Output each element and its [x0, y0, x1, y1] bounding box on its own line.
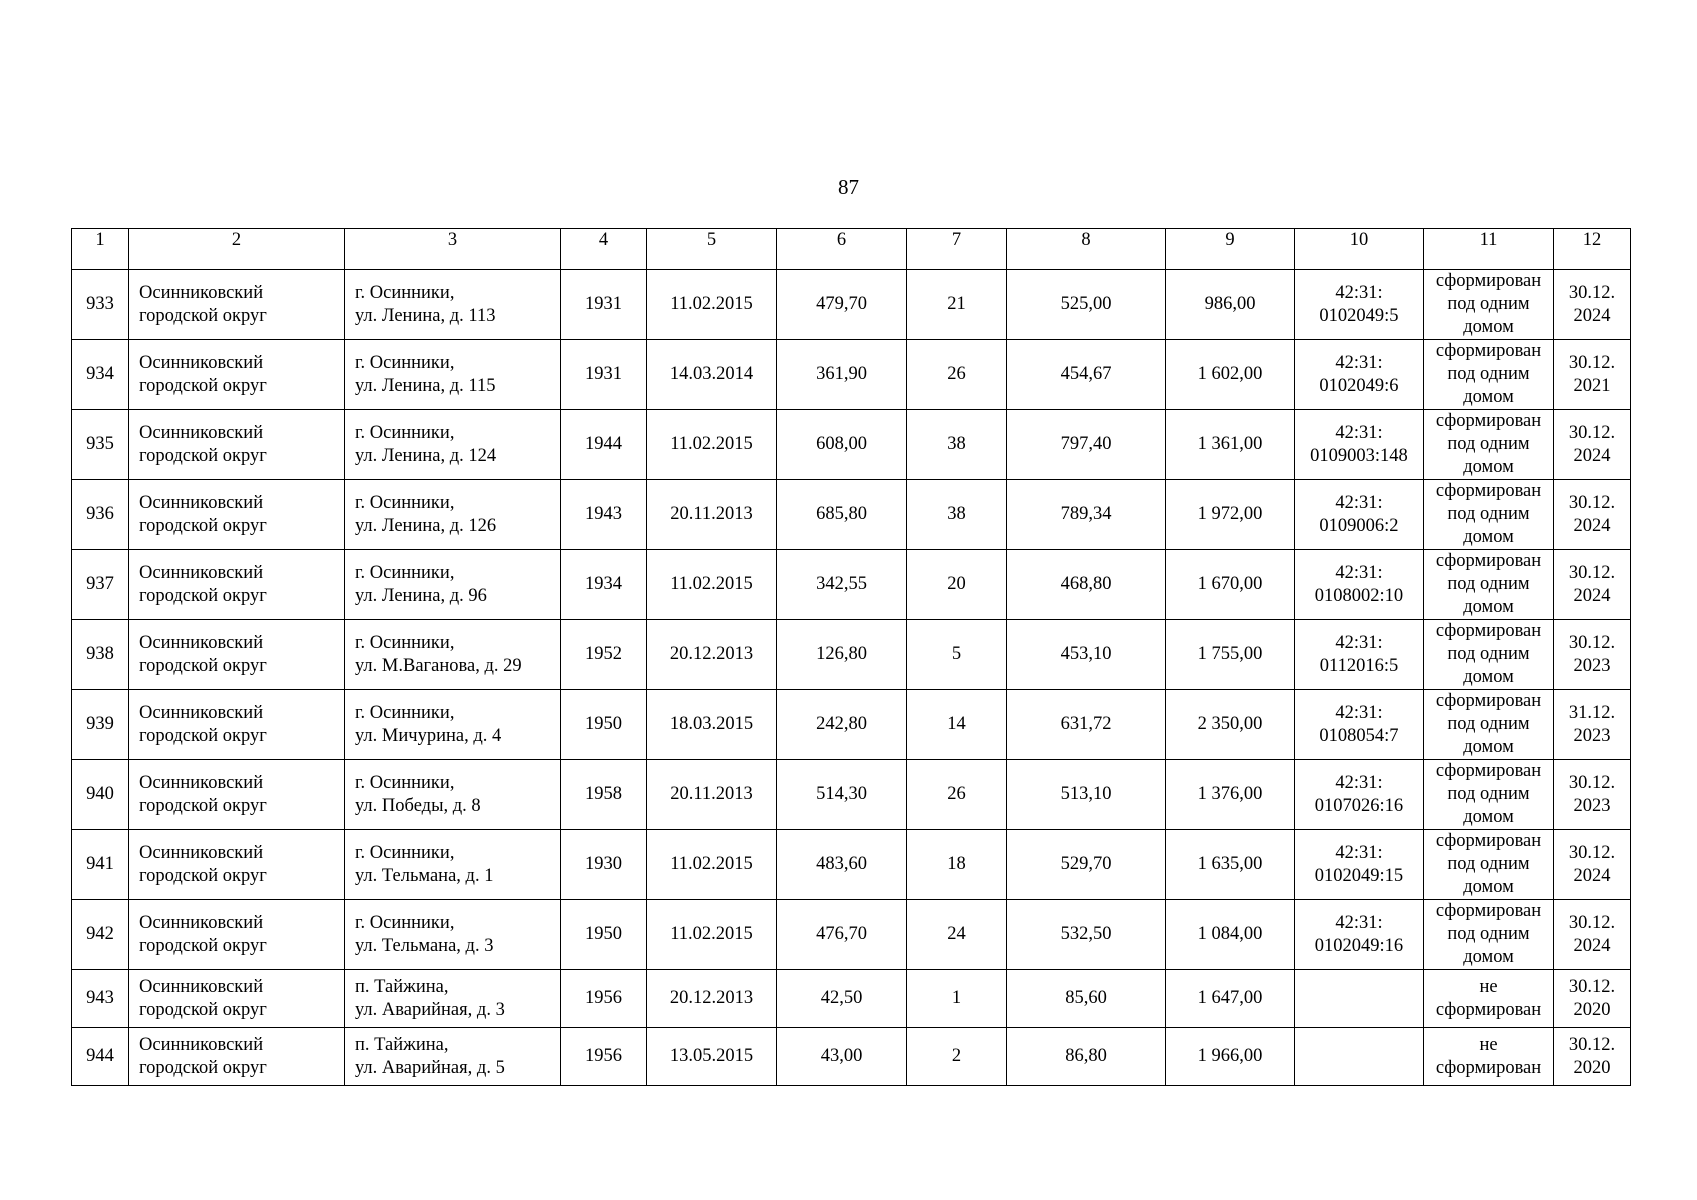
deadline-cell-line: 2024 [1573, 585, 1611, 606]
housing-register-table [71, 228, 1631, 1086]
deadline-cell-line: 30.12. [1568, 422, 1616, 443]
address-cell-line: ул. Ленина, д. 126 [355, 515, 497, 536]
column-9-cell: 1 755,00 [1166, 620, 1295, 690]
district-cell-line: Осинниковский [139, 632, 264, 653]
district-cell [129, 550, 345, 620]
deadline-cell-line: 2023 [1573, 655, 1611, 676]
land-status-cell-line: под одним [1447, 574, 1530, 594]
land-status-cell-line: сформирован [1435, 551, 1542, 571]
deadline-cell-line: 2024 [1573, 865, 1611, 886]
row-number-cell: 944 [72, 1028, 129, 1086]
column-6-cell: 685,80 [777, 480, 907, 550]
column-header-1: 1 [72, 229, 129, 270]
land-status-cell-line: не [1479, 976, 1498, 997]
column-6-cell: 479,70 [777, 270, 907, 340]
land-status-cell-line: под одним [1447, 364, 1530, 384]
deadline-cell [1554, 480, 1631, 550]
district-cell-line: городской округ [139, 1057, 267, 1078]
column-9-cell: 2 350,00 [1166, 690, 1295, 760]
date-cell: 20.11.2013 [647, 480, 777, 550]
district-cell [129, 270, 345, 340]
year-cell: 1956 [561, 1028, 647, 1086]
deadline-cell-line: 30.12. [1568, 562, 1616, 583]
address-cell [345, 830, 561, 900]
address-cell-line: ул. Ленина, д. 113 [355, 305, 496, 326]
address-cell-line: ул. Аварийная, д. 5 [355, 1057, 505, 1078]
land-status-cell [1424, 550, 1554, 620]
column-9-cell: 1 966,00 [1166, 1028, 1295, 1086]
cadastral-number-cell [1295, 900, 1424, 970]
deadline-cell-line: 30.12. [1568, 352, 1616, 373]
table-row [72, 270, 1631, 340]
district-cell-line: городской округ [139, 585, 267, 606]
column-6-cell: 43,00 [777, 1028, 907, 1086]
district-cell [129, 690, 345, 760]
column-9-cell: 1 670,00 [1166, 550, 1295, 620]
address-cell-line: ул. Победы, д. 8 [355, 795, 481, 816]
column-6-cell: 361,90 [777, 340, 907, 410]
district-cell-line: городской округ [139, 795, 267, 816]
land-status-cell-line: не [1479, 1034, 1498, 1055]
land-status-cell [1424, 410, 1554, 480]
land-status-cell [1424, 340, 1554, 410]
land-status-cell-line: домом [1463, 877, 1514, 897]
address-cell-line: ул. Мичурина, д. 4 [355, 725, 502, 746]
district-cell-line: городской округ [139, 999, 267, 1020]
district-cell [129, 830, 345, 900]
district-cell [129, 1028, 345, 1086]
land-status-cell-line: сформирован [1435, 481, 1542, 501]
address-cell-line: г. Осинники, [355, 422, 455, 443]
cadastral-number-cell [1295, 620, 1424, 690]
date-cell: 18.03.2015 [647, 690, 777, 760]
column-7-cell: 38 [907, 480, 1007, 550]
date-cell: 20.11.2013 [647, 760, 777, 830]
address-cell-line: г. Осинники, [355, 702, 455, 723]
deadline-cell [1554, 690, 1631, 760]
cadastral-number-cell-line: 0108002:10 [1314, 585, 1404, 606]
district-cell-line: Осинниковский [139, 912, 264, 933]
column-9-cell: 1 376,00 [1166, 760, 1295, 830]
column-header-9: 9 [1166, 229, 1295, 270]
cadastral-number-cell-line: 0102049:15 [1314, 865, 1404, 886]
land-status-cell-line: под одним [1447, 644, 1530, 664]
table-row [72, 410, 1631, 480]
address-cell-line: ул. Тельмана, д. 3 [355, 935, 494, 956]
address-cell [345, 480, 561, 550]
address-cell-line: г. Осинники, [355, 492, 455, 513]
cadastral-number-cell-line: 0109003:148 [1310, 445, 1408, 466]
land-status-cell-line: сформирован [1435, 901, 1542, 921]
row-number-cell: 936 [72, 480, 129, 550]
column-6-cell: 476,70 [777, 900, 907, 970]
land-status-cell [1424, 970, 1554, 1028]
address-cell [345, 620, 561, 690]
land-status-cell [1424, 760, 1554, 830]
column-8-cell: 513,10 [1007, 760, 1166, 830]
district-cell [129, 410, 345, 480]
district-cell-line: Осинниковский [139, 282, 264, 303]
year-cell: 1931 [561, 270, 647, 340]
date-cell: 11.02.2015 [647, 550, 777, 620]
land-status-cell-line: сформирован [1435, 341, 1542, 361]
address-cell [345, 340, 561, 410]
land-status-cell-line: сформирован [1435, 621, 1542, 641]
land-status-cell-line: под одним [1447, 784, 1530, 804]
cadastral-number-cell-line: 0102049:16 [1314, 935, 1404, 956]
deadline-cell [1554, 270, 1631, 340]
address-cell [345, 970, 561, 1028]
land-status-cell-line: домом [1463, 667, 1514, 687]
column-7-cell: 26 [907, 760, 1007, 830]
row-number-cell: 941 [72, 830, 129, 900]
deadline-cell [1554, 620, 1631, 690]
cadastral-number-cell-line: 42:31: [1335, 492, 1383, 513]
date-cell: 20.12.2013 [647, 970, 777, 1028]
table-row [72, 480, 1631, 550]
row-number-cell: 937 [72, 550, 129, 620]
cadastral-number-cell [1295, 690, 1424, 760]
deadline-cell-line: 2024 [1573, 445, 1611, 466]
deadline-cell [1554, 550, 1631, 620]
land-status-cell-line: под одним [1447, 854, 1530, 874]
column-header-7: 7 [907, 229, 1007, 270]
row-number-cell: 943 [72, 970, 129, 1028]
address-cell-line: ул. М.Ваганова, д. 29 [355, 655, 522, 676]
deadline-cell-line: 2023 [1573, 725, 1611, 746]
column-header-12: 12 [1554, 229, 1631, 270]
district-cell-line: Осинниковский [139, 702, 264, 723]
address-cell-line: г. Осинники, [355, 352, 455, 373]
column-7-cell: 5 [907, 620, 1007, 690]
cadastral-number-cell-line: 42:31: [1335, 422, 1383, 443]
year-cell: 1950 [561, 900, 647, 970]
column-8-cell: 454,67 [1007, 340, 1166, 410]
address-cell-line: ул. Ленина, д. 96 [355, 585, 487, 606]
deadline-cell-line: 31.12. [1568, 702, 1616, 723]
column-header-2: 2 [129, 229, 345, 270]
district-cell [129, 480, 345, 550]
header-row [72, 229, 1631, 270]
deadline-cell-line: 30.12. [1568, 282, 1616, 303]
year-cell: 1956 [561, 970, 647, 1028]
column-9-cell: 986,00 [1166, 270, 1295, 340]
cadastral-number-cell-line: 0112016:5 [1319, 655, 1399, 676]
column-8-cell: 532,50 [1007, 900, 1166, 970]
column-9-cell: 1 647,00 [1166, 970, 1295, 1028]
district-cell-line: Осинниковский [139, 492, 264, 513]
deadline-cell-line: 2024 [1573, 305, 1611, 326]
column-6-cell: 342,55 [777, 550, 907, 620]
cadastral-number-cell-line: 42:31: [1335, 282, 1383, 303]
table-row [72, 620, 1631, 690]
column-7-cell: 1 [907, 970, 1007, 1028]
deadline-cell-line: 30.12. [1568, 912, 1616, 933]
address-cell-line: г. Осинники, [355, 562, 455, 583]
land-status-cell [1424, 830, 1554, 900]
district-cell-line: Осинниковский [139, 976, 264, 997]
table-row [72, 550, 1631, 620]
address-cell-line: г. Осинники, [355, 282, 455, 303]
cadastral-number-cell [1295, 760, 1424, 830]
cadastral-number-cell [1295, 550, 1424, 620]
land-status-cell-line: домом [1463, 527, 1514, 547]
cadastral-number-cell-line: 42:31: [1335, 772, 1383, 793]
district-cell-line: Осинниковский [139, 352, 264, 373]
column-8-cell: 86,80 [1007, 1028, 1166, 1086]
cadastral-number-cell-line: 0108054:7 [1319, 725, 1399, 746]
deadline-cell-line: 2024 [1573, 515, 1611, 536]
district-cell-line: городской округ [139, 655, 267, 676]
column-8-cell: 529,70 [1007, 830, 1166, 900]
row-number-cell: 935 [72, 410, 129, 480]
column-header-11: 11 [1424, 229, 1554, 270]
column-header-3: 3 [345, 229, 561, 270]
land-status-cell-line: домом [1463, 317, 1514, 337]
column-8-cell: 789,34 [1007, 480, 1166, 550]
district-cell-line: городской округ [139, 375, 267, 396]
deadline-cell-line: 30.12. [1568, 632, 1616, 653]
column-6-cell: 42,50 [777, 970, 907, 1028]
column-header-8: 8 [1007, 229, 1166, 270]
year-cell: 1952 [561, 620, 647, 690]
column-8-cell: 453,10 [1007, 620, 1166, 690]
district-cell [129, 340, 345, 410]
date-cell: 11.02.2015 [647, 830, 777, 900]
column-7-cell: 38 [907, 410, 1007, 480]
address-cell-line: г. Осинники, [355, 912, 455, 933]
row-number-cell: 939 [72, 690, 129, 760]
land-status-cell-line: под одним [1447, 504, 1530, 524]
address-cell [345, 1028, 561, 1086]
column-9-cell: 1 635,00 [1166, 830, 1295, 900]
district-cell-line: городской округ [139, 305, 267, 326]
table-row [72, 690, 1631, 760]
column-8-cell: 85,60 [1007, 970, 1166, 1028]
table-row [72, 970, 1631, 1028]
land-status-cell-line: сформирован [1435, 271, 1542, 291]
land-status-cell [1424, 480, 1554, 550]
column-header-5: 5 [647, 229, 777, 270]
district-cell-line: городской округ [139, 865, 267, 886]
district-cell [129, 760, 345, 830]
land-status-cell-line: домом [1463, 457, 1514, 477]
address-cell-line: ул. Тельмана, д. 1 [355, 865, 494, 886]
column-9-cell: 1 084,00 [1166, 900, 1295, 970]
district-cell-line: Осинниковский [139, 772, 264, 793]
column-6-cell: 126,80 [777, 620, 907, 690]
year-cell: 1943 [561, 480, 647, 550]
year-cell: 1934 [561, 550, 647, 620]
date-cell: 13.05.2015 [647, 1028, 777, 1086]
land-status-cell-line: домом [1463, 807, 1514, 827]
cadastral-number-cell [1295, 1028, 1424, 1086]
column-6-cell: 242,80 [777, 690, 907, 760]
land-status-cell-line: домом [1463, 737, 1514, 757]
deadline-cell-line: 30.12. [1568, 1034, 1616, 1055]
deadline-cell [1554, 760, 1631, 830]
deadline-cell-line: 2023 [1573, 795, 1611, 816]
cadastral-number-cell [1295, 970, 1424, 1028]
column-8-cell: 797,40 [1007, 410, 1166, 480]
year-cell: 1958 [561, 760, 647, 830]
district-cell [129, 620, 345, 690]
address-cell-line: г. Осинники, [355, 772, 455, 793]
table-body [72, 270, 1631, 1086]
deadline-cell-line: 30.12. [1568, 772, 1616, 793]
table-row [72, 1028, 1631, 1086]
land-status-cell [1424, 690, 1554, 760]
district-cell-line: Осинниковский [139, 422, 264, 443]
land-status-cell-line: под одним [1447, 924, 1530, 944]
column-7-cell: 18 [907, 830, 1007, 900]
district-cell-line: Осинниковский [139, 562, 264, 583]
deadline-cell-line: 30.12. [1568, 842, 1616, 863]
land-status-cell-line: сформирован [1435, 691, 1542, 711]
cadastral-number-cell [1295, 830, 1424, 900]
district-cell-line: городской округ [139, 515, 267, 536]
deadline-cell [1554, 830, 1631, 900]
land-status-cell-line: домом [1463, 597, 1514, 617]
date-cell: 14.03.2014 [647, 340, 777, 410]
year-cell: 1930 [561, 830, 647, 900]
column-7-cell: 2 [907, 1028, 1007, 1086]
land-status-cell [1424, 900, 1554, 970]
district-cell-line: Осинниковский [139, 842, 264, 863]
row-number-cell: 934 [72, 340, 129, 410]
column-header-4: 4 [561, 229, 647, 270]
column-6-cell: 514,30 [777, 760, 907, 830]
cadastral-number-cell [1295, 340, 1424, 410]
address-cell [345, 900, 561, 970]
date-cell: 20.12.2013 [647, 620, 777, 690]
cadastral-number-cell [1295, 410, 1424, 480]
cadastral-number-cell-line: 42:31: [1335, 562, 1383, 583]
column-9-cell: 1 602,00 [1166, 340, 1295, 410]
cadastral-number-cell [1295, 480, 1424, 550]
deadline-cell-line: 30.12. [1568, 976, 1616, 997]
cadastral-number-cell [1295, 270, 1424, 340]
column-7-cell: 21 [907, 270, 1007, 340]
column-6-cell: 483,60 [777, 830, 907, 900]
column-8-cell: 525,00 [1007, 270, 1166, 340]
column-8-cell: 468,80 [1007, 550, 1166, 620]
district-cell-line: городской округ [139, 725, 267, 746]
year-cell: 1950 [561, 690, 647, 760]
address-cell-line: г. Осинники, [355, 842, 455, 863]
column-6-cell: 608,00 [777, 410, 907, 480]
land-status-cell-line: сформирован [1435, 411, 1542, 431]
land-status-cell-line: сформирован [1435, 1057, 1542, 1078]
land-status-cell [1424, 620, 1554, 690]
land-status-cell-line: под одним [1447, 714, 1530, 734]
land-status-cell [1424, 270, 1554, 340]
address-cell [345, 690, 561, 760]
cadastral-number-cell-line: 42:31: [1335, 352, 1383, 373]
date-cell: 11.02.2015 [647, 270, 777, 340]
land-status-cell-line: под одним [1447, 434, 1530, 454]
cadastral-number-cell-line: 0102049:6 [1319, 375, 1399, 396]
land-status-cell-line: сформирован [1435, 831, 1542, 851]
district-cell-line: городской округ [139, 935, 267, 956]
row-number-cell: 940 [72, 760, 129, 830]
district-cell-line: Осинниковский [139, 1034, 264, 1055]
cadastral-number-cell-line: 42:31: [1335, 632, 1383, 653]
cadastral-number-cell-line: 42:31: [1335, 912, 1383, 933]
column-9-cell: 1 972,00 [1166, 480, 1295, 550]
land-status-cell-line: сформирован [1435, 999, 1542, 1020]
deadline-cell-line: 2024 [1573, 935, 1611, 956]
year-cell: 1931 [561, 340, 647, 410]
deadline-cell [1554, 900, 1631, 970]
row-number-cell: 933 [72, 270, 129, 340]
column-9-cell: 1 361,00 [1166, 410, 1295, 480]
date-cell: 11.02.2015 [647, 410, 777, 480]
address-cell-line: ул. Аварийная, д. 3 [355, 999, 505, 1020]
table-row [72, 900, 1631, 970]
deadline-cell [1554, 410, 1631, 480]
deadline-cell-line: 2020 [1573, 999, 1611, 1020]
district-cell-line: городской округ [139, 445, 267, 466]
address-cell-line: ул. Ленина, д. 115 [355, 375, 496, 396]
row-number-cell: 938 [72, 620, 129, 690]
date-cell: 11.02.2015 [647, 900, 777, 970]
address-cell [345, 760, 561, 830]
land-status-cell-line: домом [1463, 947, 1514, 967]
table-row [72, 760, 1631, 830]
column-8-cell: 631,72 [1007, 690, 1166, 760]
table-row [72, 340, 1631, 410]
cadastral-number-cell-line: 42:31: [1335, 702, 1383, 723]
land-status-cell-line: под одним [1447, 294, 1530, 314]
address-cell [345, 410, 561, 480]
cadastral-number-cell-line: 42:31: [1335, 842, 1383, 863]
address-cell-line: ул. Ленина, д. 124 [355, 445, 497, 466]
deadline-cell [1554, 1028, 1631, 1086]
cadastral-number-cell-line: 0102049:5 [1319, 305, 1399, 326]
column-7-cell: 14 [907, 690, 1007, 760]
address-cell-line: п. Тайжина, [355, 1034, 449, 1055]
land-status-cell-line: домом [1463, 387, 1514, 407]
deadline-cell-line: 2020 [1573, 1057, 1611, 1078]
district-cell [129, 900, 345, 970]
cadastral-number-cell-line: 0109006:2 [1319, 515, 1399, 536]
column-header-10: 10 [1295, 229, 1424, 270]
cadastral-number-cell-line: 0107026:16 [1314, 795, 1404, 816]
address-cell-line: п. Тайжина, [355, 976, 449, 997]
deadline-cell [1554, 970, 1631, 1028]
deadline-cell-line: 2021 [1573, 375, 1611, 396]
land-status-cell-line: сформирован [1435, 761, 1542, 781]
column-7-cell: 20 [907, 550, 1007, 620]
deadline-cell [1554, 340, 1631, 410]
address-cell [345, 550, 561, 620]
deadline-cell-line: 30.12. [1568, 492, 1616, 513]
page-number: 87 [838, 175, 859, 199]
column-7-cell: 24 [907, 900, 1007, 970]
address-cell [345, 270, 561, 340]
address-cell-line: г. Осинники, [355, 632, 455, 653]
district-cell [129, 970, 345, 1028]
column-header-6: 6 [777, 229, 907, 270]
year-cell: 1944 [561, 410, 647, 480]
row-number-cell: 942 [72, 900, 129, 970]
land-status-cell [1424, 1028, 1554, 1086]
table-row [72, 830, 1631, 900]
column-7-cell: 26 [907, 340, 1007, 410]
